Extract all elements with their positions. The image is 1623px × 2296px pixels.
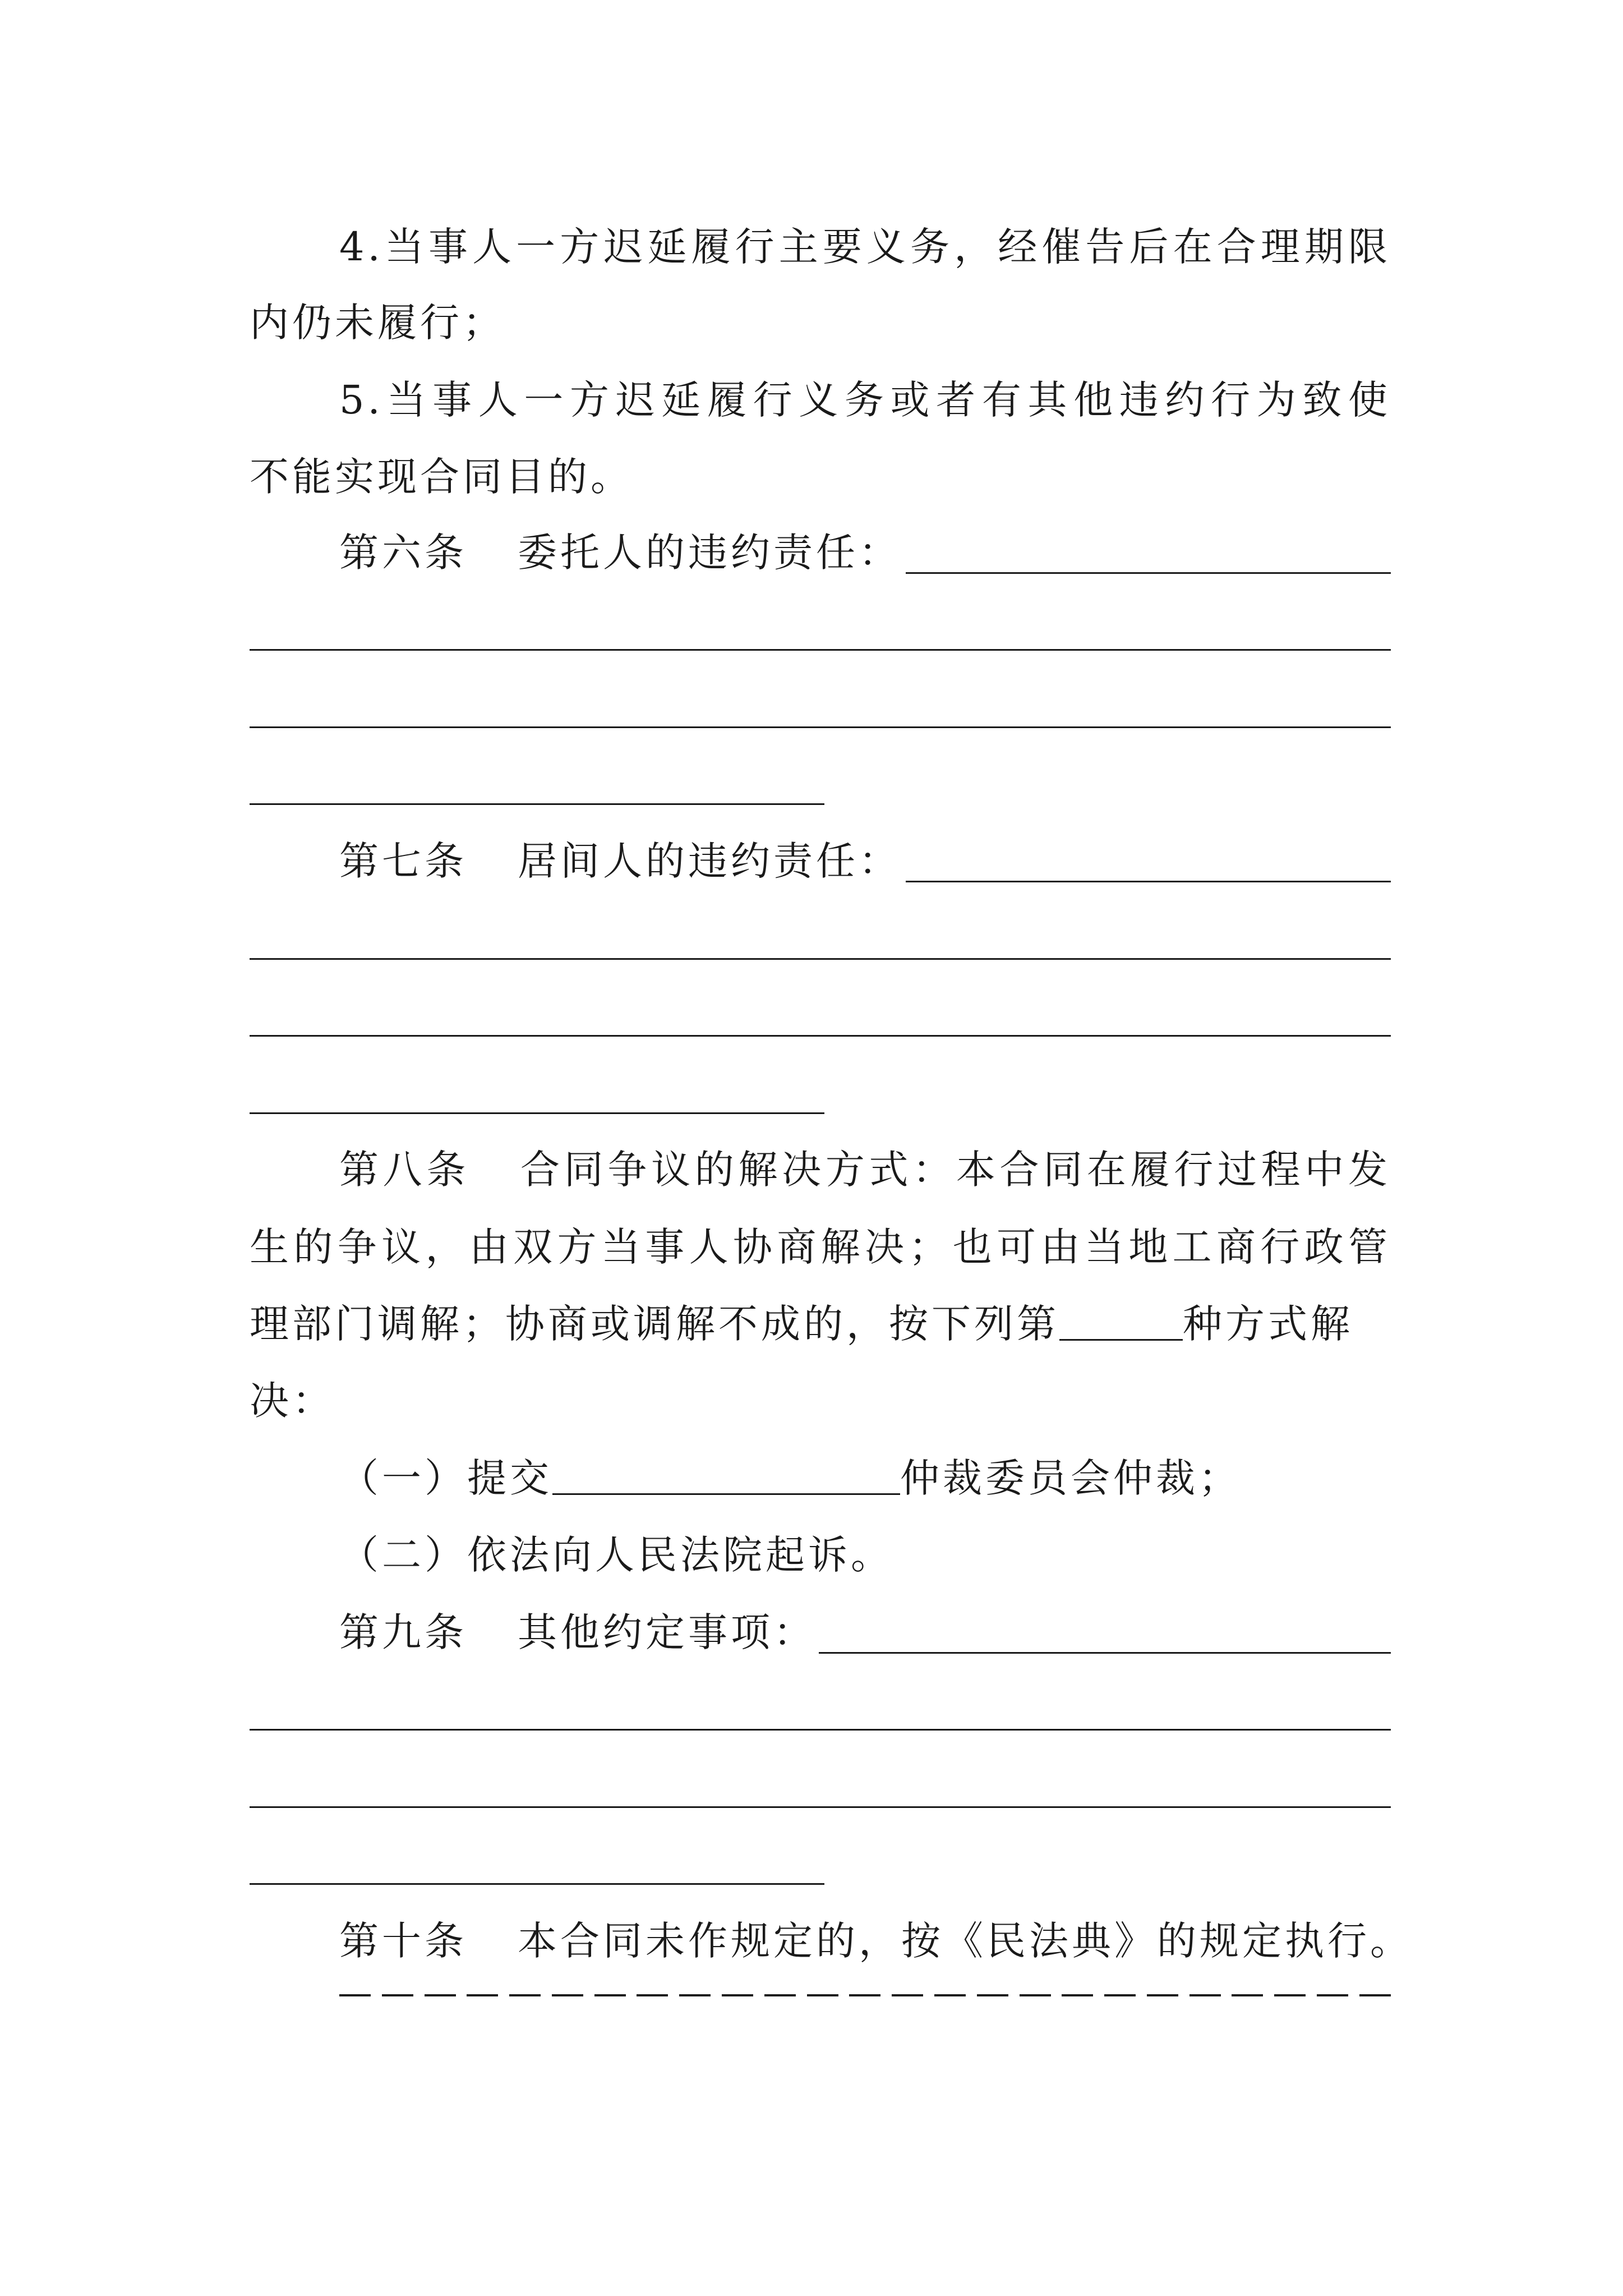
end-separator xyxy=(339,1994,1391,2005)
article-7-label: 第七条 xyxy=(339,838,467,884)
article-10-line xyxy=(339,1916,1413,1966)
article-9-title: 其他约定事项： xyxy=(518,1609,816,1655)
article-8-line-1 xyxy=(339,1144,1391,1195)
article-7-fill-line-3 xyxy=(250,1035,1391,1037)
article-9-fill-line-4 xyxy=(250,1883,824,1885)
option-1-line xyxy=(339,1453,1391,1503)
article-8-line-4: 决： xyxy=(250,1378,335,1424)
article-9-heading xyxy=(339,1607,1391,1658)
clause-item-5-line-2: 不能实现合同目的。 xyxy=(250,454,633,500)
clause-item-4-line-1: 4.当事人一方迟延履行主要义务，经催告后在合理期限 xyxy=(339,224,1391,270)
article-7-title: 居间人的违约责任： xyxy=(518,838,901,884)
article-10-text: 本合同未作规定的，按《民法典》的规定执行。 xyxy=(518,1918,1413,1964)
article-8-line-3-post: 种方式解 xyxy=(1183,1301,1353,1347)
article-6-fill-line-4 xyxy=(250,803,824,805)
article-9-label: 第九条 xyxy=(339,1609,467,1655)
article-8-line-2: 生的争议，由双方当事人协商解决；也可由当地工商行政管 xyxy=(250,1224,1391,1270)
article-6-fill-line-2 xyxy=(250,649,1391,651)
dispute-method-blank[interactable] xyxy=(1059,1302,1183,1341)
article-7-fill-line-4 xyxy=(250,1112,824,1114)
article-6-fill-line-1 xyxy=(906,572,1391,574)
article-7-fill-line-2 xyxy=(250,958,1391,960)
article-8-label: 第八条 xyxy=(339,1147,471,1193)
article-7-fill-line-1 xyxy=(906,881,1391,882)
article-6-title: 委托人的违约责任： xyxy=(518,530,901,576)
article-8-line-1-text: 合同争议的解决方式：本合同在履行过程中发 xyxy=(520,1147,1391,1193)
article-9-fill-line-3 xyxy=(250,1806,1391,1808)
option-2-line: （二）依法向人民法院起诉。 xyxy=(339,1532,893,1578)
arbitration-commission-blank[interactable] xyxy=(552,1456,900,1495)
article-6-heading xyxy=(339,527,1391,578)
option-1-pre: （一）提交 xyxy=(339,1455,552,1501)
article-6-label: 第六条 xyxy=(339,530,467,576)
article-8-line-3-pre: 理部门调解；协商或调解不成的，按下列第 xyxy=(250,1301,1059,1347)
option-1-post: 仲裁委员会仲裁； xyxy=(900,1455,1241,1501)
article-9-fill-line-2 xyxy=(250,1729,1391,1731)
article-9-fill-line-1 xyxy=(819,1652,1391,1654)
article-8-line-3 xyxy=(250,1299,1391,1349)
article-10-label: 第十条 xyxy=(339,1918,467,1964)
clause-item-5-line-1: 5.当事人一方迟延履行义务或者有其他违约行为致使 xyxy=(339,377,1391,423)
clause-item-4-line-2: 内仍未履行； xyxy=(250,300,505,346)
article-6-fill-line-3 xyxy=(250,726,1391,728)
article-7-heading xyxy=(339,836,1391,886)
